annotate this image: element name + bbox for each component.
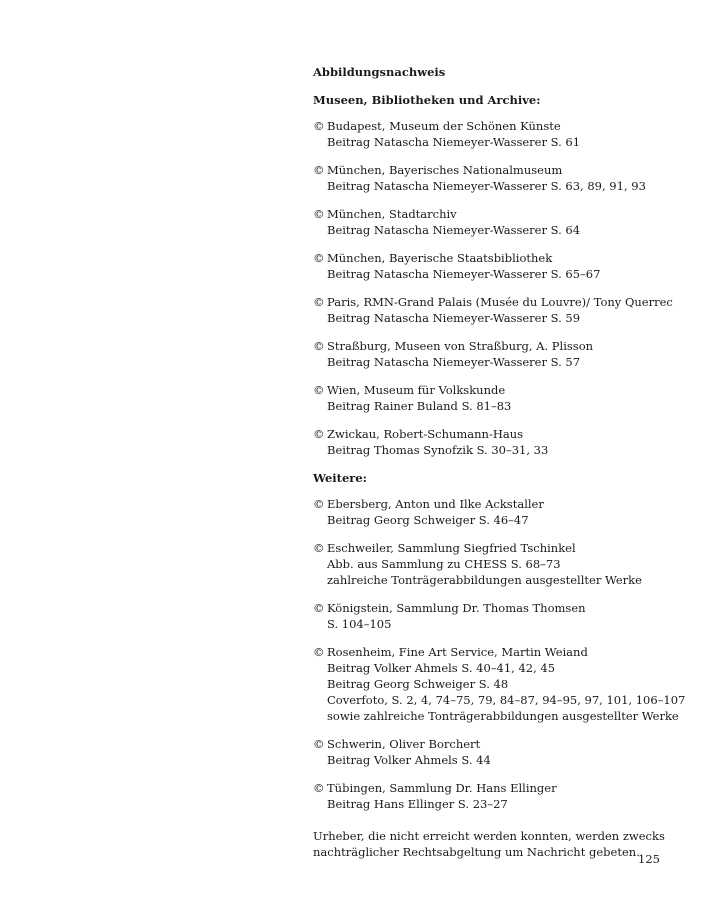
credit-source: Rosenheim, Fine Art Service, Martin Weiand — [327, 645, 588, 659]
credit-detail-line: Abb. aus Sammlung zu CHESS S. 68–73 — [327, 557, 561, 571]
credit-source: Eschweiler, Sammlung Siegfried Tschinkel — [327, 541, 576, 555]
credit-source: Zwickau, Robert-Schumann-Haus — [327, 427, 524, 441]
credit-entry — [313, 540, 713, 588]
copyright-symbol: © — [313, 339, 325, 353]
credit-source: Schwerin, Oliver Borchert — [327, 737, 481, 751]
copyright-symbol: © — [313, 427, 325, 441]
credit-source-line — [313, 426, 713, 442]
credit-source-line — [313, 600, 713, 616]
section-heading-museums: Museen, Bibliotheken und Archive: — [313, 93, 541, 107]
credit-detail-line: Beitrag Rainer Buland S. 81–83 — [327, 399, 512, 413]
copyright-symbol: © — [313, 251, 325, 265]
credit-detail-line: Beitrag Natascha Niemeyer-Wasserer S. 65–67 — [327, 267, 601, 281]
credit-detail-line: S. 104–105 — [327, 617, 392, 631]
credit-entry — [313, 294, 713, 326]
credits-column — [313, 64, 713, 860]
copyright-symbol: © — [313, 541, 325, 555]
credit-entry — [313, 338, 713, 370]
credit-detail-line: sowie zahlreiche Tonträgerabbildungen ausgestellter Werke — [327, 709, 679, 723]
credit-source-line — [313, 644, 713, 660]
credit-detail-line: Beitrag Volker Ahmels S. 44 — [327, 753, 491, 767]
credit-source-line — [313, 736, 713, 752]
credit-source: Budapest, Museum der Schönen Künste — [327, 119, 561, 133]
credit-detail-line: Beitrag Georg Schweiger S. 48 — [327, 677, 509, 691]
credit-source-line — [313, 382, 713, 398]
credit-source-line — [313, 162, 713, 178]
credit-detail-line: Beitrag Hans Ellinger S. 23–27 — [327, 797, 508, 811]
credit-source-line — [313, 250, 713, 266]
copyright-symbol: © — [313, 163, 325, 177]
others-credit-list — [313, 496, 713, 812]
credit-entry — [313, 382, 713, 414]
credit-entry — [313, 206, 713, 238]
credit-source: Ebersberg, Anton und Ilke Ackstaller — [327, 497, 544, 511]
credit-detail-line: Beitrag Georg Schweiger S. 46–47 — [327, 513, 529, 527]
copyright-symbol: © — [313, 645, 325, 659]
credit-source-line — [313, 118, 713, 134]
credit-entry — [313, 496, 713, 528]
credit-source-line — [313, 338, 713, 354]
copyright-symbol: © — [313, 207, 325, 221]
credit-detail-line: Beitrag Natascha Niemeyer-Wasserer S. 61 — [327, 135, 581, 149]
credit-source-line — [313, 540, 713, 556]
section-heading-others: Weitere: — [313, 471, 367, 485]
credit-detail-line: Beitrag Natascha Niemeyer-Wasserer S. 59 — [327, 311, 581, 325]
credit-entry — [313, 162, 713, 194]
credit-source: München, Bayerisches Nationalmuseum — [327, 163, 563, 177]
credit-detail-line: Beitrag Natascha Niemeyer-Wasserer S. 64 — [327, 223, 581, 237]
credit-source: München, Bayerische Staatsbibliothek — [327, 251, 553, 265]
copyright-symbol: © — [313, 737, 325, 751]
credit-source-line — [313, 294, 713, 310]
credit-entry — [313, 780, 713, 812]
credit-source-line — [313, 206, 713, 222]
closing-note-line-1: Urheber, die nicht erreicht werden konnten, werden zwecks — [313, 829, 665, 843]
credit-entry — [313, 736, 713, 768]
credit-detail-line: Beitrag Natascha Niemeyer-Wasserer S. 63, 89, 91, 93 — [327, 179, 646, 193]
credit-source: Wien, Museum für Volkskunde — [327, 383, 506, 397]
credit-detail-line: Beitrag Thomas Synofzik S. 30–31, 33 — [327, 443, 549, 457]
copyright-symbol: © — [313, 383, 325, 397]
museums-credit-list — [313, 118, 713, 458]
page-number: 125 — [638, 852, 660, 866]
credit-detail-line: Coverfoto, S. 2, 4, 74–75, 79, 84–87, 94–95, 97, 101, 106–107 — [327, 693, 686, 707]
credit-detail-line: zahlreiche Tonträgerabbildungen ausgestellter Werke — [327, 573, 642, 587]
credit-entry — [313, 250, 713, 282]
credit-source: Paris, RMN-Grand Palais (Musée du Louvre)/ Tony Querrec — [327, 295, 673, 309]
credit-source-line — [313, 780, 713, 796]
credit-source: Königstein, Sammlung Dr. Thomas Thomsen — [327, 601, 586, 615]
credit-source-line — [313, 496, 713, 512]
copyright-symbol: © — [313, 119, 325, 133]
copyright-symbol: © — [313, 781, 325, 795]
credit-entry — [313, 426, 713, 458]
copyright-symbol: © — [313, 497, 325, 511]
copyright-symbol: © — [313, 601, 325, 615]
copyright-symbol: © — [313, 295, 325, 309]
credit-source: Straßburg, Museen von Straßburg, A. Plisson — [327, 339, 594, 353]
credit-source: Tübingen, Sammlung Dr. Hans Ellinger — [327, 781, 557, 795]
credit-detail-line: Beitrag Natascha Niemeyer-Wasserer S. 57 — [327, 355, 581, 369]
credit-detail-line: Beitrag Volker Ahmels S. 40–41, 42, 45 — [327, 661, 556, 675]
credit-entry — [313, 118, 713, 150]
credit-source: München, Stadtarchiv — [327, 207, 457, 221]
credit-entry — [313, 600, 713, 632]
page-title: Abbildungsnachweis — [313, 65, 446, 79]
closing-note-line-2: nachträglicher Rechtsabgeltung um Nachricht gebeten. — [313, 845, 640, 859]
credit-entry — [313, 644, 713, 724]
